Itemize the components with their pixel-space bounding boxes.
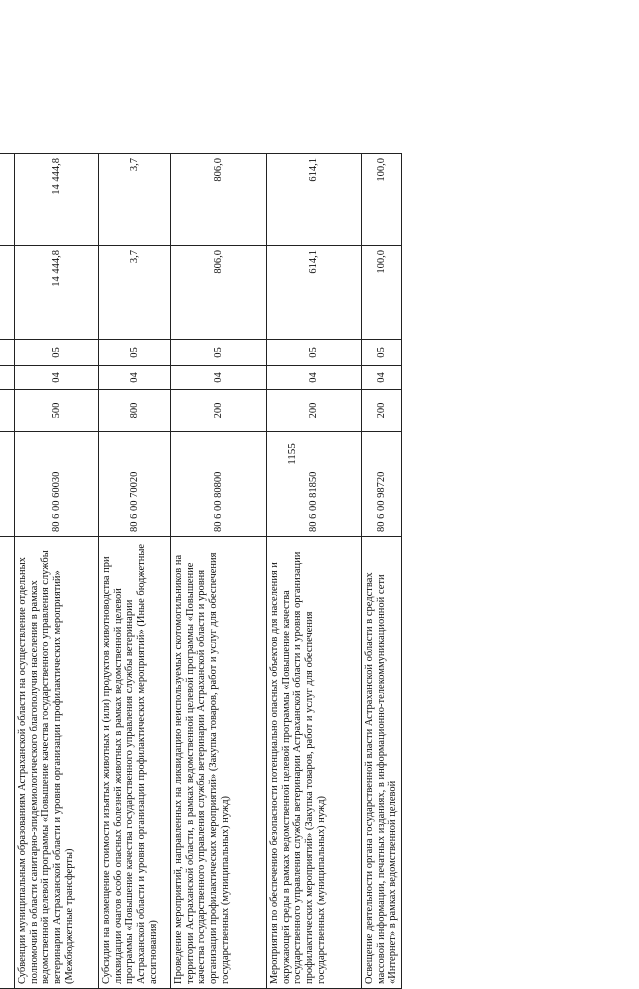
budget-table xyxy=(0,153,402,989)
row-2021: 100,0 xyxy=(362,154,402,246)
row-rz: 04 xyxy=(171,366,267,390)
row-2020 xyxy=(0,246,15,340)
row-rz: 04 xyxy=(267,366,362,390)
row-name: Субсидии на возмещение стоимости изъятых животных и (или) продуктов животноводства при ликвидации очагов особо опасных болезней животных в рамках ведомственной целевой программы «Повышение качества государственного управления службы ветеринарии Астраханской области и уровня организации профилактических мероприятий» (Иные бюджетные ассигнования) xyxy=(99,537,171,989)
row-2021: 614,1 xyxy=(267,154,362,246)
row-pr: 05 xyxy=(267,340,362,366)
row-2021: 3,7 xyxy=(99,154,171,246)
row-name xyxy=(0,537,15,989)
row-name: Проведение мероприятий, направленных на ликвидацию неиспользуемых скотомогильников на территории Астраханской области, в рамках ведомственной целевой программы «Повышение качества государственного управления службы ветеринарии Астраханской области и уровня организации профилактических мероприятий» (Закупка товаров, работ и услуг для обеспечения государственных (муниципальных) нужд) xyxy=(171,537,267,989)
row-pr: 05 xyxy=(15,340,99,366)
row-rz: 04 xyxy=(15,366,99,390)
row-csr: 80 6 00 98720 xyxy=(362,432,402,537)
row-pr: 05 xyxy=(171,340,267,366)
row-vr: 200 xyxy=(362,390,402,432)
table-row xyxy=(171,154,267,989)
row-2020: 100,0 xyxy=(362,246,402,340)
row-2021: 14 444,8 xyxy=(15,154,99,246)
row-vr: 200 xyxy=(267,390,362,432)
row-name: Мероприятия по обеспечению безопасности потенциально опасных объектов для населения и окружающей среды в рамках ведомственной целевой программы «Повышение качества государственного управления службы ветеринарии Астраханской области и уровня организации профилактических мероприятий» (Закупка товаров, работ и услуг для обеспечения государственных (муниципальных) нужд) xyxy=(267,537,362,989)
row-csr: 80 6 00 60030 xyxy=(15,432,99,537)
row-name: Освещение деятельности органа государственной власти Астраханской области в средствах массовой информации, печатных изданиях, в информационно-телекоммуникационной сети «Интернет» в рамках ведомственной целевой xyxy=(362,537,402,989)
table-row xyxy=(267,154,362,989)
row-vr: 500 xyxy=(15,390,99,432)
row-csr: 80 6 00 70020 xyxy=(99,432,171,537)
table-row xyxy=(0,154,15,989)
row-vr: 800 xyxy=(99,390,171,432)
row-2021 xyxy=(0,154,15,246)
row-2020: 14 444,8 xyxy=(15,246,99,340)
row-2021: 806,0 xyxy=(171,154,267,246)
row-vr: 200 xyxy=(171,390,267,432)
page-number: 1155 xyxy=(286,443,298,465)
row-name: Субвенции муниципальным образованиям Астраханской области на осуществление отдельных полномочий в области санитарно-эпидемиологического благополучия населения в рамках ведомственной целевой программы «Повышение качества государственного управления службы ветеринарии Астраханской области и уровня организации профилактических мероприятий» (Межбюджетные трансферты) xyxy=(15,537,99,989)
budget-table-rotated xyxy=(0,154,399,989)
row-pr: 05 xyxy=(362,340,402,366)
row-csr xyxy=(0,432,15,537)
row-csr: 80 6 00 81850 xyxy=(267,432,362,537)
table-row xyxy=(99,154,171,989)
row-pr: 05 xyxy=(99,340,171,366)
row-rz xyxy=(0,366,15,390)
table-row xyxy=(362,154,402,989)
row-2020: 614,1 xyxy=(267,246,362,340)
row-rz: 04 xyxy=(99,366,171,390)
row-2020: 806,0 xyxy=(171,246,267,340)
row-csr: 80 6 00 80800 xyxy=(171,432,267,537)
row-vr xyxy=(0,390,15,432)
table-row xyxy=(15,154,99,989)
row-rz: 04 xyxy=(362,366,402,390)
row-pr xyxy=(0,340,15,366)
row-2020: 3,7 xyxy=(99,246,171,340)
